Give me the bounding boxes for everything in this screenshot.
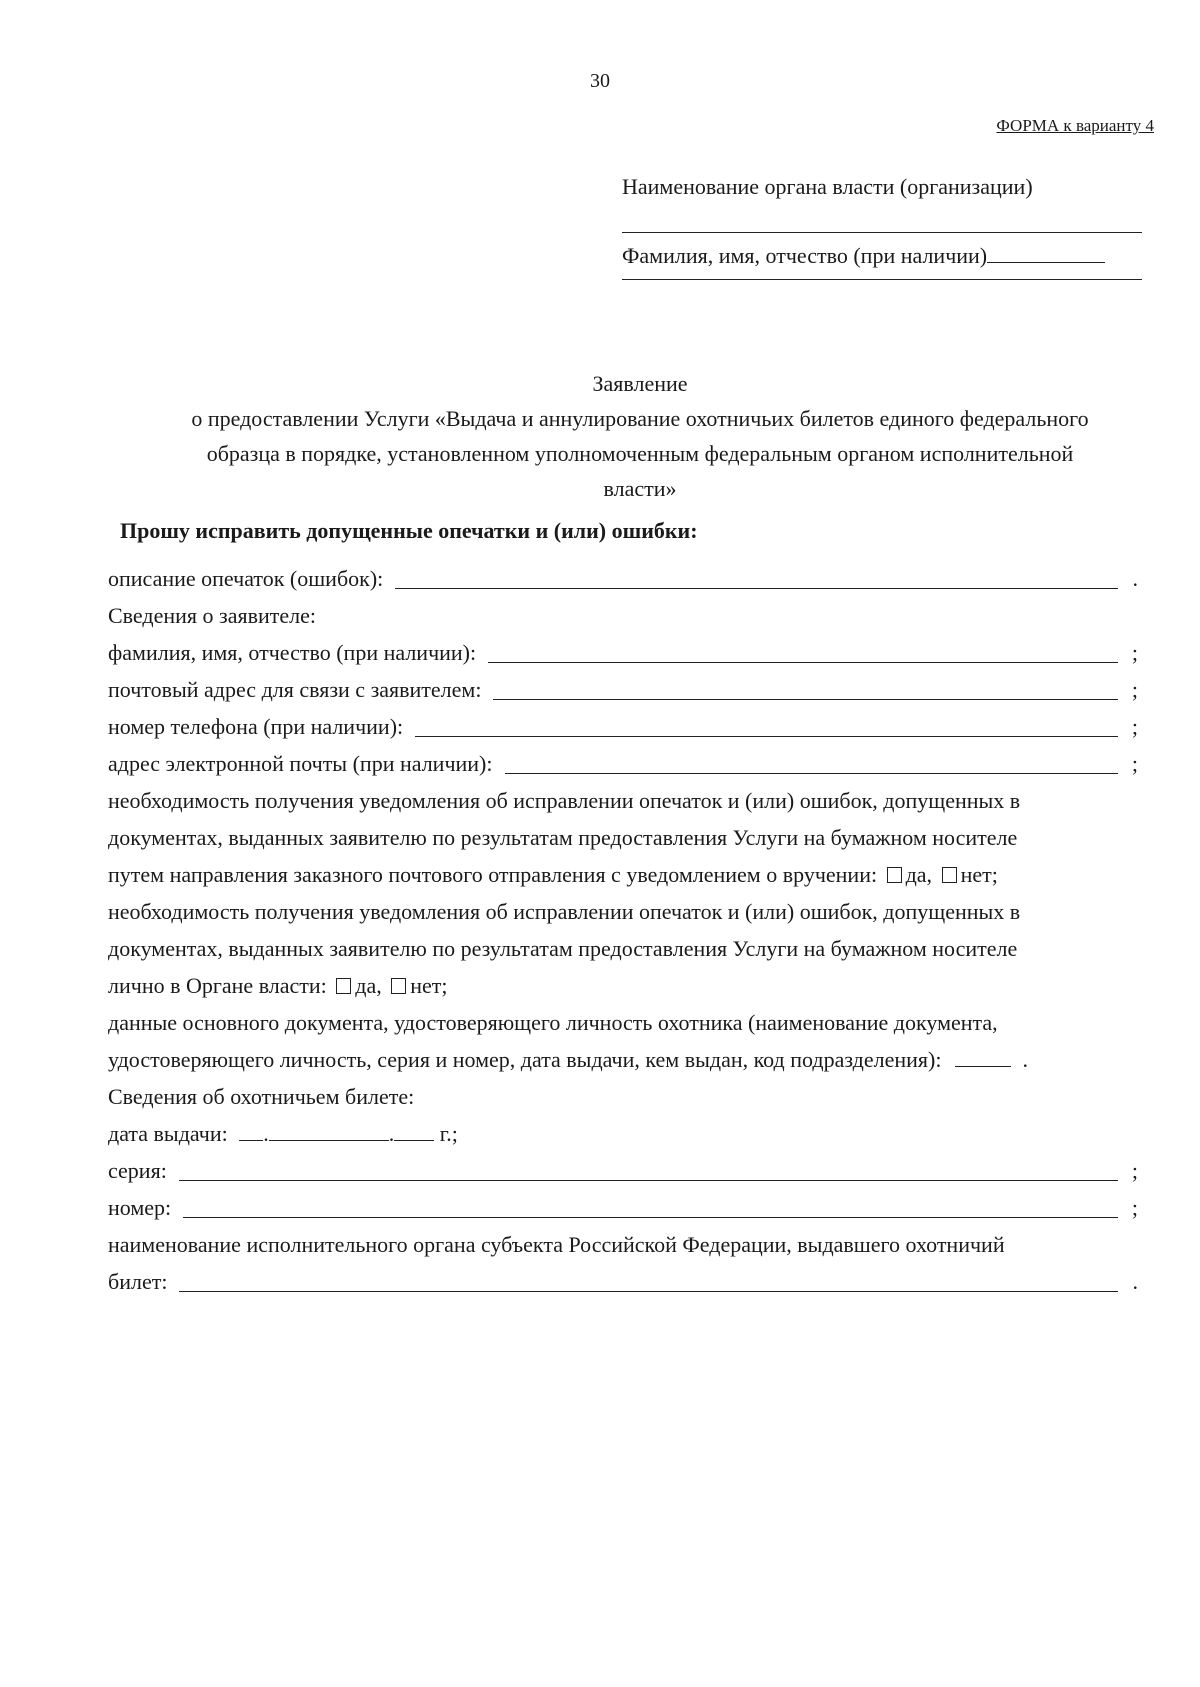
title-line-3: власти» — [603, 476, 677, 501]
punct-semicolon: ; — [1131, 677, 1138, 702]
errors-desc-field[interactable] — [395, 564, 1118, 589]
ticket-section-label: Сведения об охотничьем билете: — [108, 1084, 415, 1109]
notify-personal-line-3 — [108, 967, 1138, 1004]
notify-personal-line-2: документах, выданных заявителю по результатам предоставления Услуги на бумажном носителе — [108, 936, 1018, 961]
issue-date-row — [108, 1115, 1138, 1152]
series-field[interactable] — [179, 1156, 1118, 1181]
issue-date-label: дата выдачи: — [108, 1121, 228, 1146]
email-row — [108, 745, 1138, 782]
postal-label: почтовый адрес для связи с заявителем: — [108, 677, 482, 702]
email-label: адрес электронной почты (при наличии): — [108, 751, 493, 776]
issuer-field[interactable] — [179, 1267, 1118, 1292]
notify-personal-label: лично в Органе власти: — [108, 973, 327, 998]
form-reference: ФОРМА к варианту 4 — [996, 116, 1154, 135]
phone-row — [108, 708, 1138, 745]
addressee-block — [622, 172, 1142, 280]
yes-label: да, — [905, 862, 933, 887]
form-body — [108, 560, 1138, 1300]
issue-year-field[interactable] — [394, 1120, 434, 1141]
issue-day-field[interactable] — [239, 1120, 263, 1141]
fio-row — [622, 241, 1142, 271]
notify-mail-line-1: необходимость получения уведомления об исправлении опечаток и (или) ошибок, допущенных в — [108, 788, 1021, 813]
date-separator-dot: . — [263, 1121, 269, 1146]
number-field[interactable] — [183, 1193, 1118, 1218]
no-label: нет; — [960, 862, 998, 887]
number-label: номер: — [108, 1195, 172, 1220]
phone-field[interactable] — [415, 712, 1118, 737]
notify-mail-yes-checkbox[interactable] — [887, 867, 902, 883]
issuer-label: билет: — [108, 1269, 168, 1294]
notify-personal-no-checkbox[interactable] — [391, 978, 406, 994]
errors-desc-row — [108, 560, 1138, 597]
fio-row — [108, 634, 1138, 671]
email-field[interactable] — [505, 749, 1119, 774]
fio-second-line[interactable] — [622, 279, 1142, 280]
issuer-line-1: наименование исполнительного органа субъекта Российской Федерации, выдавшего охотничий — [108, 1232, 1005, 1257]
notify-mail-line-3 — [108, 856, 1138, 893]
punct-dot: . — [1022, 1047, 1028, 1072]
issue-month-field[interactable] — [269, 1120, 389, 1141]
punct-semicolon: ; — [1131, 1158, 1138, 1183]
request-label: Прошу исправить допущенные опечатки и (или) ошибки: — [120, 518, 698, 543]
org-name-line[interactable] — [622, 232, 1142, 233]
issuer-row — [108, 1263, 1138, 1300]
punct-semicolon: ; — [1131, 751, 1138, 776]
punct-semicolon: ; — [1131, 714, 1138, 739]
applicant-section-label: Сведения о заявителе: — [108, 603, 317, 628]
id-doc-label: удостоверяющего личность, серия и номер, дата выдачи, кем выдан, код подразделения): — [108, 1047, 942, 1072]
punct-dot: . — [1132, 1269, 1138, 1294]
id-doc-line-2 — [108, 1041, 1138, 1078]
notify-personal-line-1: необходимость получения уведомления об исправлении опечаток и (или) ошибок, допущенных в — [108, 899, 1021, 924]
yes-label: да, — [355, 973, 382, 998]
notify-mail-no-checkbox[interactable] — [942, 867, 957, 883]
fio-label: Фамилия, имя, отчество (при наличии) — [622, 243, 988, 268]
punct-dot: . — [1132, 566, 1138, 591]
postal-field[interactable] — [493, 675, 1118, 700]
series-row — [108, 1152, 1138, 1189]
fio-field[interactable] — [488, 638, 1118, 663]
title-line-1: о предоставлении Услуги «Выдача и аннулирование охотничьих билетов единого федерального — [191, 406, 1089, 431]
org-label: Наименование органа власти (организации) — [622, 174, 1033, 199]
date-separator-dot: . — [388, 1121, 395, 1146]
fio-field-label: фамилия, имя, отчество (при наличии): — [108, 640, 477, 665]
id-doc-line-1: данные основного документа, удостоверяющего личность охотника (наименование документа, — [108, 1010, 998, 1035]
no-label: нет; — [410, 973, 448, 998]
id-doc-field[interactable] — [955, 1046, 1011, 1067]
year-suffix: г.; — [439, 1121, 458, 1146]
phone-label: номер телефона (при наличии): — [108, 714, 404, 739]
title-line-2: образца в порядке, установленном уполномоченным федеральным органом исполнительной — [206, 441, 1074, 466]
postal-row — [108, 671, 1138, 708]
series-label: серия: — [108, 1158, 167, 1183]
notify-mail-line-2: документах, выданных заявителю по результатам предоставления Услуги на бумажном носителе — [108, 825, 1018, 850]
notify-mail-label: путем направления заказного почтового отправления с уведомлением о вручении: — [108, 862, 878, 887]
errors-desc-label: описание опечаток (ошибок): — [108, 566, 384, 591]
notify-personal-yes-checkbox[interactable] — [336, 978, 351, 994]
number-row — [108, 1189, 1138, 1226]
fio-fill-line[interactable] — [987, 242, 1105, 263]
title-heading: Заявление — [592, 371, 688, 396]
punct-semicolon: ; — [1131, 640, 1138, 665]
document-title — [120, 366, 1160, 506]
page-number: 30 — [590, 70, 610, 92]
punct-semicolon: ; — [1131, 1195, 1138, 1220]
